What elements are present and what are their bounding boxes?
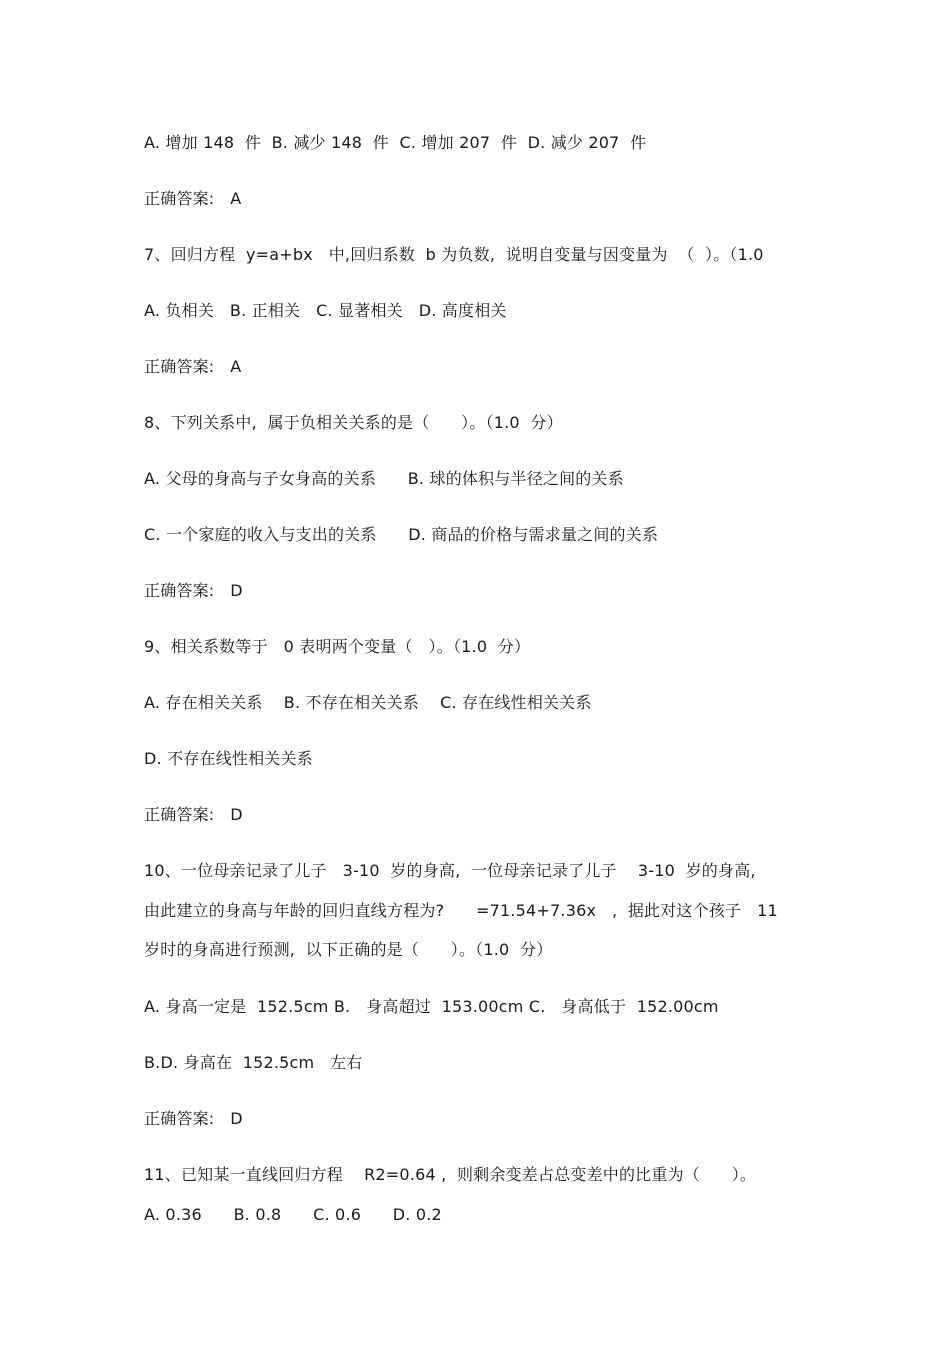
q10-stem-line2: 由此建立的身高与年龄的回归直线方程为? =71.54+7.36x , 据此对这个孩子 11 (144, 901, 778, 920)
q8-options-cd: C. 一个家庭的收入与支出的关系 D. 商品的价格与需求量之间的关系 (144, 525, 659, 544)
q10-option-d: B.D. 身高在 152.5cm 左右 (144, 1053, 363, 1072)
q6-answer: 正确答案: A (144, 189, 242, 208)
q6-options: A. 增加 148 件 B. 减少 148 件 C. 增加 207 件 D. 减少 207 件 (144, 133, 647, 152)
q10-stem-line1: 10、一位母亲记录了儿子 3-10 岁的身高, 一位母亲记录了儿子 3-10 岁的身高, (144, 861, 756, 880)
q8-answer: 正确答案: D (144, 581, 243, 600)
q7-options: A. 负相关 B. 正相关 C. 显著相关 D. 高度相关 (144, 301, 507, 320)
q10-options-abc: A. 身高一定是 152.5cm B. 身高超过 153.00cm C. 身高低于 152.00cm (144, 997, 719, 1016)
q7-answer: 正确答案: A (144, 357, 242, 376)
q9-options-abc: A. 存在相关关系 B. 不存在相关关系 C. 存在线性相关关系 (144, 693, 592, 712)
q9-answer: 正确答案: D (144, 805, 243, 824)
q7-stem: 7、回归方程 y=a+bx 中,回归系数 b 为负数, 说明自变量与因变量为 （ ）。（1.0 (144, 245, 764, 264)
q11-options: A. 0.36 B. 0.8 C. 0.6 D. 0.2 (144, 1205, 442, 1224)
q10-answer: 正确答案: D (144, 1109, 243, 1128)
q8-options-ab: A. 父母的身高与子女身高的关系 B. 球的体积与半径之间的关系 (144, 469, 624, 488)
q10-stem-line3: 岁时的身高进行预测, 以下正确的是（ ）。（1.0 分） (144, 940, 553, 959)
q11-stem: 11、已知某一直线回归方程 R2=0.64 , 则剩余变差占总变差中的比重为（ ）。 (144, 1165, 757, 1184)
q8-stem: 8、下列关系中, 属于负相关关系的是（ ）。（1.0 分） (144, 413, 563, 432)
q9-stem: 9、相关系数等于 0 表明两个变量（ ）。（1.0 分） (144, 637, 531, 656)
q9-option-d: D. 不存在线性相关关系 (144, 749, 313, 768)
